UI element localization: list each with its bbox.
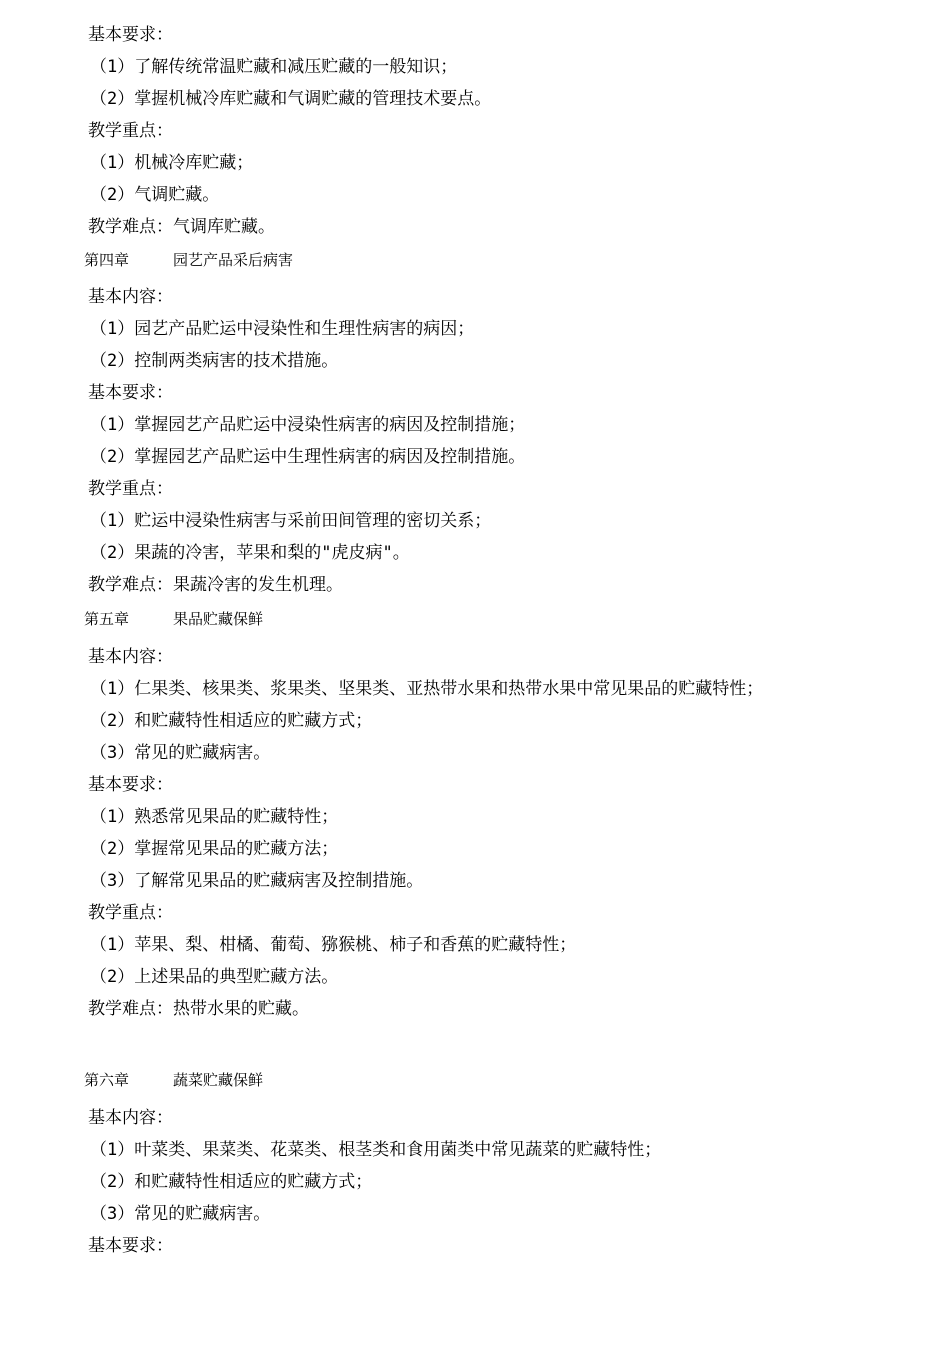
requirements-label: 基本要求： — [88, 383, 173, 403]
key-point-item: （2）气调贮藏。 — [90, 185, 220, 205]
content-item: （2）和贮藏特性相适应的贮藏方式； — [90, 711, 373, 731]
requirement-item: （1）掌握园艺产品贮运中浸染性病害的病因及控制措施； — [90, 415, 526, 435]
key-points-label: 教学重点： — [88, 121, 173, 141]
key-points-label: 教学重点： — [88, 903, 173, 923]
content-item: （1）园艺产品贮运中浸染性和生理性病害的病因； — [90, 319, 475, 339]
chapter-heading — [84, 609, 263, 629]
chapter-number: 第五章 — [84, 610, 130, 628]
requirement-item: （2）掌握机械冷库贮藏和气调贮藏的管理技术要点。 — [90, 89, 492, 109]
requirements-label: 基本要求： — [88, 25, 173, 45]
content-item: （1）叶菜类、果菜类、花菜类、根茎类和食用菌类中常见蔬菜的贮藏特性； — [90, 1140, 662, 1160]
requirement-item: （1）了解传统常温贮藏和减压贮藏的一般知识； — [90, 57, 458, 77]
content-item: （3）常见的贮藏病害。 — [90, 743, 271, 763]
difficulty-line: 教学难点：果蔬冷害的发生机理。 — [88, 575, 343, 595]
content-item: （3）常见的贮藏病害。 — [90, 1204, 271, 1224]
difficulty-line: 教学难点：气调库贮藏。 — [88, 217, 275, 237]
key-point-item: （1）苹果、梨、柑橘、葡萄、猕猴桃、柿子和香蕉的贮藏特性； — [90, 935, 577, 955]
content-label: 基本内容： — [88, 1108, 173, 1128]
chapter-heading — [84, 250, 293, 270]
chapter-title: 蔬菜贮藏保鲜 — [173, 1071, 264, 1089]
content-item: （2）控制两类病害的技术措施。 — [90, 351, 339, 371]
requirements-label: 基本要求： — [88, 1236, 173, 1256]
chapter-heading — [84, 1070, 263, 1090]
chapter-title: 园艺产品采后病害 — [173, 251, 294, 269]
chapter-number: 第六章 — [84, 1071, 130, 1089]
chapter-number: 第四章 — [84, 251, 130, 269]
content-item: （2）和贮藏特性相适应的贮藏方式； — [90, 1172, 373, 1192]
requirement-item: （1）熟悉常见果品的贮藏特性； — [90, 807, 339, 827]
key-point-item: （2）果蔬的冷害，苹果和梨的"虎皮病"。 — [90, 543, 410, 563]
requirements-label: 基本要求： — [88, 775, 173, 795]
requirement-item: （3）了解常见果品的贮藏病害及控制措施。 — [90, 871, 424, 891]
requirement-item: （2）掌握园艺产品贮运中生理性病害的病因及控制措施。 — [90, 447, 526, 467]
content-item: （1）仁果类、核果类、浆果类、坚果类、亚热带水果和热带水果中常见果品的贮藏特性； — [90, 679, 764, 699]
content-label: 基本内容： — [88, 647, 173, 667]
key-point-item: （1）机械冷库贮藏； — [90, 153, 254, 173]
requirement-item: （2）掌握常见果品的贮藏方法； — [90, 839, 339, 859]
key-point-item: （2）上述果品的典型贮藏方法。 — [90, 967, 339, 987]
key-point-item: （1）贮运中浸染性病害与采前田间管理的密切关系； — [90, 511, 492, 531]
chapter-title: 果品贮藏保鲜 — [173, 610, 264, 628]
content-label: 基本内容： — [88, 287, 173, 307]
difficulty-line: 教学难点：热带水果的贮藏。 — [88, 999, 309, 1019]
key-points-label: 教学重点： — [88, 479, 173, 499]
